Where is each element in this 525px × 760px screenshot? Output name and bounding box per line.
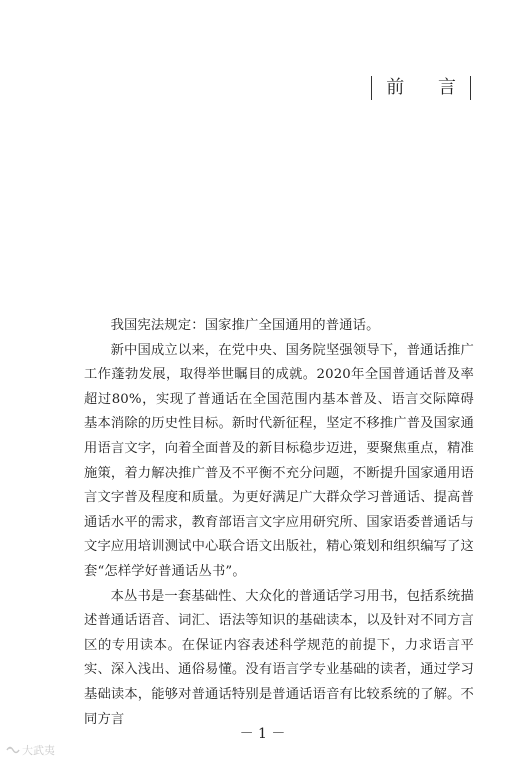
paragraph-1: 我国宪法规定：国家推广全国通用的普通话。 <box>110 318 380 333</box>
watermark-logo-icon <box>6 744 20 756</box>
heading-right-bar <box>470 76 471 100</box>
watermark <box>6 742 55 758</box>
page-number: － 1 － <box>239 726 286 742</box>
watermark-text: 大武夷 <box>22 745 55 757</box>
body-text <box>84 314 474 732</box>
paragraph-2: 新中国成立以来，在党中央、国务院坚强领导下，普通话推广工作蓬勃发展，取得举世瞩目的成就。2020年全国普通话普及率超过80%，实现了普通话在全国范围内基本普及、语言交际障碍基本消除的历史性目标。新时代新征程，坚定不移推广普及国家通用语言文字，向着全面普及的新目标稳步迈进，要聚焦重点，精准施策，着力解决推广普及不平衡不充分问题，不断提升国家通用语言文字普及程度和质量。为更好满足广大群众学习普通话、提高普通话水平的需求，教育部语言文字应用研究所、国家语委普通话与文字应用培训测试中心联合语文出版社，精心策划和组织编写了这套“怎样学好普通话丛书”。 <box>84 342 474 579</box>
paragraph-3: 本丛书是一套基础性、大众化的普通话学习用书，包括系统描述普通话语音、词汇、语法等知识的基础读本，以及针对不同方言区的专用读本。在保证内容表述科学规范的前提下，力求语言平实、深入浅出、通俗易懂。没有语言学专业基础的读者，通过学习基础读本，能够对普通话特别是普通话语音有比较系统的了解。不同方言 <box>84 588 474 727</box>
section-heading <box>371 74 471 102</box>
preface-title: 前 言 <box>386 77 470 98</box>
